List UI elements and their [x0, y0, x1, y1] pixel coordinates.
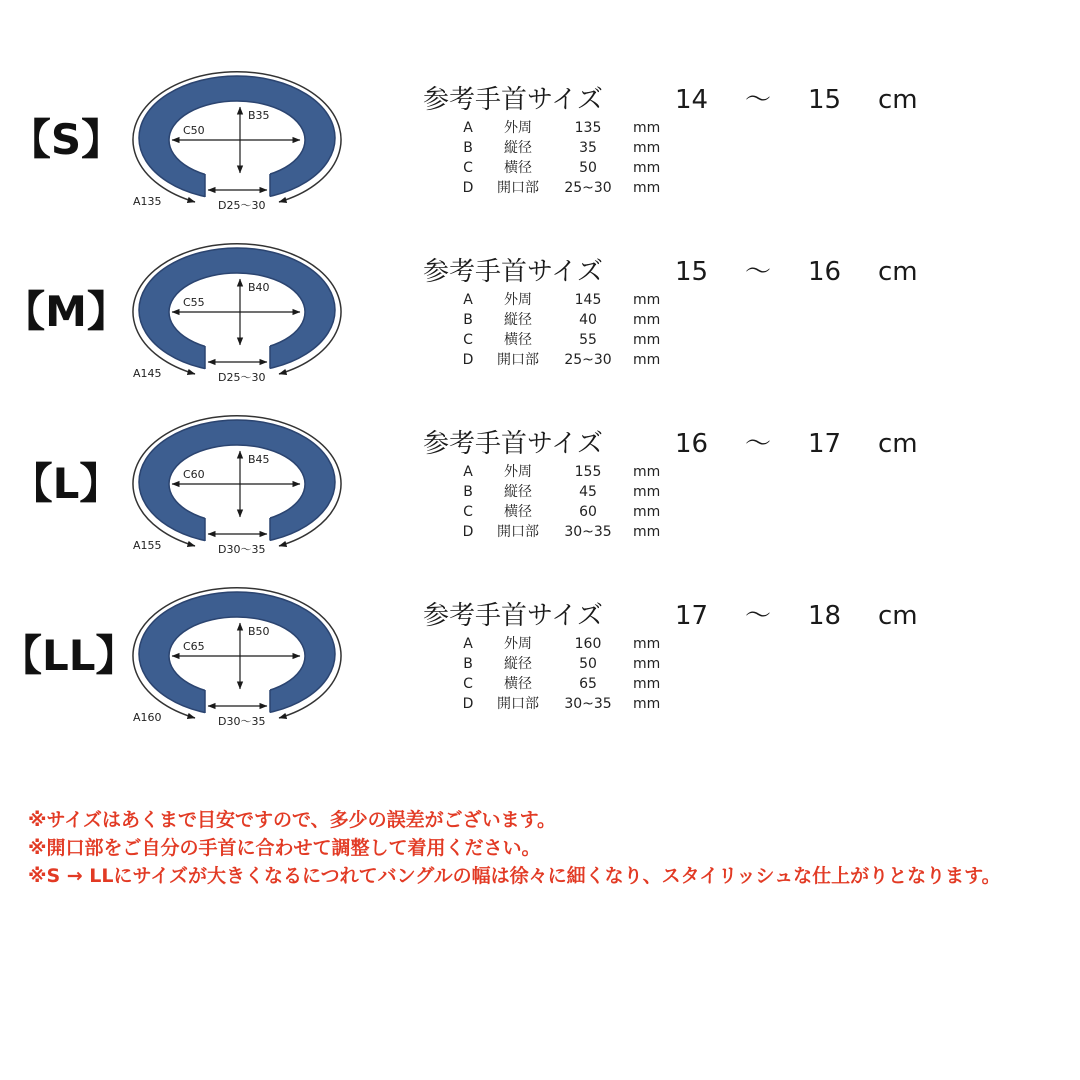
spec-value: 50 — [579, 160, 597, 176]
wrist-size-unit: cm — [878, 601, 918, 631]
spec-unit: mm — [633, 180, 661, 196]
wrist-size-from: 15 — [675, 257, 709, 287]
wrist-size-unit: cm — [878, 257, 918, 287]
spec-row — [0, 694, 700, 714]
size-row — [0, 232, 1080, 402]
spec-value: 155 — [574, 464, 602, 480]
wrist-size-unit: cm — [878, 429, 918, 459]
opening-label: D30〜35 — [218, 715, 266, 728]
spec-key: A — [463, 636, 473, 652]
spec-name: 開口部 — [497, 696, 539, 712]
spec-value: 30~35 — [564, 696, 612, 712]
spec-value: 60 — [579, 504, 597, 520]
size-row — [0, 60, 1080, 230]
note-line: ※開口部をご自分の手首に合わせて調整して着用ください。 — [28, 837, 541, 859]
spec-name: 横径 — [504, 676, 532, 692]
spec-name: 外周 — [504, 292, 532, 308]
spec-name: 縦径 — [504, 484, 532, 500]
spec-row — [0, 482, 700, 502]
outer-circumference-label: A135 — [133, 195, 162, 208]
spec-table — [0, 118, 700, 198]
spec-key: C — [463, 332, 473, 348]
outer-circumference-label: A160 — [133, 711, 162, 724]
spec-row — [0, 674, 700, 694]
spec-row — [0, 118, 700, 138]
spec-table — [0, 290, 700, 370]
opening-label: D25〜30 — [218, 199, 266, 212]
spec-key: A — [463, 120, 473, 136]
wrist-size-separator: 〜 — [745, 85, 772, 115]
wrist-size-title: 参考手首サイズ — [423, 601, 603, 631]
wrist-size-separator: 〜 — [745, 429, 772, 459]
spec-table — [0, 634, 700, 714]
height-label: B50 — [248, 625, 270, 638]
spec-row — [0, 158, 700, 178]
spec-row — [0, 178, 700, 198]
note-line: ※サイズはあくまで目安ですので、多少の誤差がございます。 — [28, 809, 557, 831]
wrist-size-from: 14 — [675, 85, 709, 115]
spec-key: C — [463, 676, 473, 692]
spec-unit: mm — [633, 656, 661, 672]
spec-key: A — [463, 292, 473, 308]
wrist-size-title: 参考手首サイズ — [423, 85, 603, 115]
spec-unit: mm — [633, 120, 661, 136]
spec-unit: mm — [633, 332, 661, 348]
spec-row — [0, 330, 700, 350]
size-label: 【M】 — [3, 287, 129, 336]
notes — [28, 806, 1068, 890]
wrist-size-to: 15 — [808, 85, 842, 115]
spec-name: 縦径 — [504, 656, 532, 672]
height-label: B45 — [248, 453, 270, 466]
spec-unit: mm — [633, 484, 661, 500]
spec-row — [0, 290, 700, 310]
wrist-size-title: 参考手首サイズ — [423, 257, 603, 287]
width-label: C55 — [183, 296, 205, 309]
spec-unit: mm — [633, 504, 661, 520]
outer-circumference-label: A145 — [133, 367, 162, 380]
wrist-size-to: 16 — [808, 257, 842, 287]
spec-value: 35 — [579, 140, 597, 156]
spec-value: 25~30 — [564, 180, 612, 196]
spec-name: 開口部 — [497, 524, 539, 540]
spec-unit: mm — [633, 352, 661, 368]
wrist-size-unit: cm — [878, 85, 918, 115]
spec-value: 55 — [579, 332, 597, 348]
spec-key: A — [463, 464, 473, 480]
spec-value: 50 — [579, 656, 597, 672]
spec-row — [0, 310, 700, 330]
note-line: ※S → LLにサイズが大きくなるにつれてバングルの幅は徐々に細くなり、スタイリッシュな仕上がりとなります。 — [28, 865, 1001, 887]
spec-row — [0, 462, 700, 482]
spec-unit: mm — [633, 292, 661, 308]
size-label: 【L】 — [10, 459, 122, 508]
spec-key: B — [463, 484, 473, 500]
wrist-size-separator: 〜 — [745, 257, 772, 287]
spec-value: 40 — [579, 312, 597, 328]
outer-circumference-label: A155 — [133, 539, 162, 552]
spec-value: 45 — [579, 484, 597, 500]
wrist-size-to: 18 — [808, 601, 842, 631]
size-label: 【S】 — [8, 115, 124, 164]
spec-unit: mm — [633, 140, 661, 156]
spec-key: D — [462, 180, 474, 196]
size-row — [0, 404, 1080, 574]
spec-row — [0, 522, 700, 542]
spec-value: 145 — [574, 292, 602, 308]
spec-key: C — [463, 504, 473, 520]
spec-name: 縦径 — [504, 140, 532, 156]
height-label: B40 — [248, 281, 270, 294]
size-row — [0, 576, 1080, 746]
spec-name: 外周 — [504, 636, 532, 652]
spec-unit: mm — [633, 696, 661, 712]
spec-value: 160 — [574, 636, 602, 652]
spec-name: 外周 — [504, 464, 532, 480]
width-label: C60 — [183, 468, 205, 481]
wrist-size-from: 16 — [675, 429, 709, 459]
spec-key: B — [463, 140, 473, 156]
size-label: 【LL】 — [0, 631, 138, 680]
wrist-size-separator: 〜 — [745, 601, 772, 631]
spec-name: 横径 — [504, 332, 532, 348]
spec-unit: mm — [633, 312, 661, 328]
spec-key: D — [462, 524, 474, 540]
spec-value: 65 — [579, 676, 597, 692]
spec-unit: mm — [633, 636, 661, 652]
spec-row — [0, 138, 700, 158]
spec-key: C — [463, 160, 473, 176]
width-label: C65 — [183, 640, 205, 653]
spec-unit: mm — [633, 464, 661, 480]
wrist-size-to: 17 — [808, 429, 842, 459]
spec-value: 135 — [574, 120, 602, 136]
opening-label: D25〜30 — [218, 371, 266, 384]
spec-value: 25~30 — [564, 352, 612, 368]
spec-unit: mm — [633, 676, 661, 692]
spec-name: 開口部 — [497, 352, 539, 368]
spec-row — [0, 502, 700, 522]
wrist-size-from: 17 — [675, 601, 709, 631]
spec-key: D — [462, 696, 474, 712]
opening-label: D30〜35 — [218, 543, 266, 556]
spec-key: B — [463, 312, 473, 328]
spec-key: B — [463, 656, 473, 672]
spec-table — [0, 462, 700, 542]
spec-row — [0, 634, 700, 654]
wrist-size-title: 参考手首サイズ — [423, 429, 603, 459]
spec-unit: mm — [633, 160, 661, 176]
spec-name: 横径 — [504, 160, 532, 176]
height-label: B35 — [248, 109, 270, 122]
spec-value: 30~35 — [564, 524, 612, 540]
spec-row — [0, 654, 700, 674]
width-label: C50 — [183, 124, 205, 137]
spec-row — [0, 350, 700, 370]
spec-name: 横径 — [504, 504, 532, 520]
spec-key: D — [462, 352, 474, 368]
spec-name: 外周 — [504, 120, 532, 136]
spec-name: 縦径 — [504, 312, 532, 328]
spec-name: 開口部 — [497, 180, 539, 196]
spec-unit: mm — [633, 524, 661, 540]
